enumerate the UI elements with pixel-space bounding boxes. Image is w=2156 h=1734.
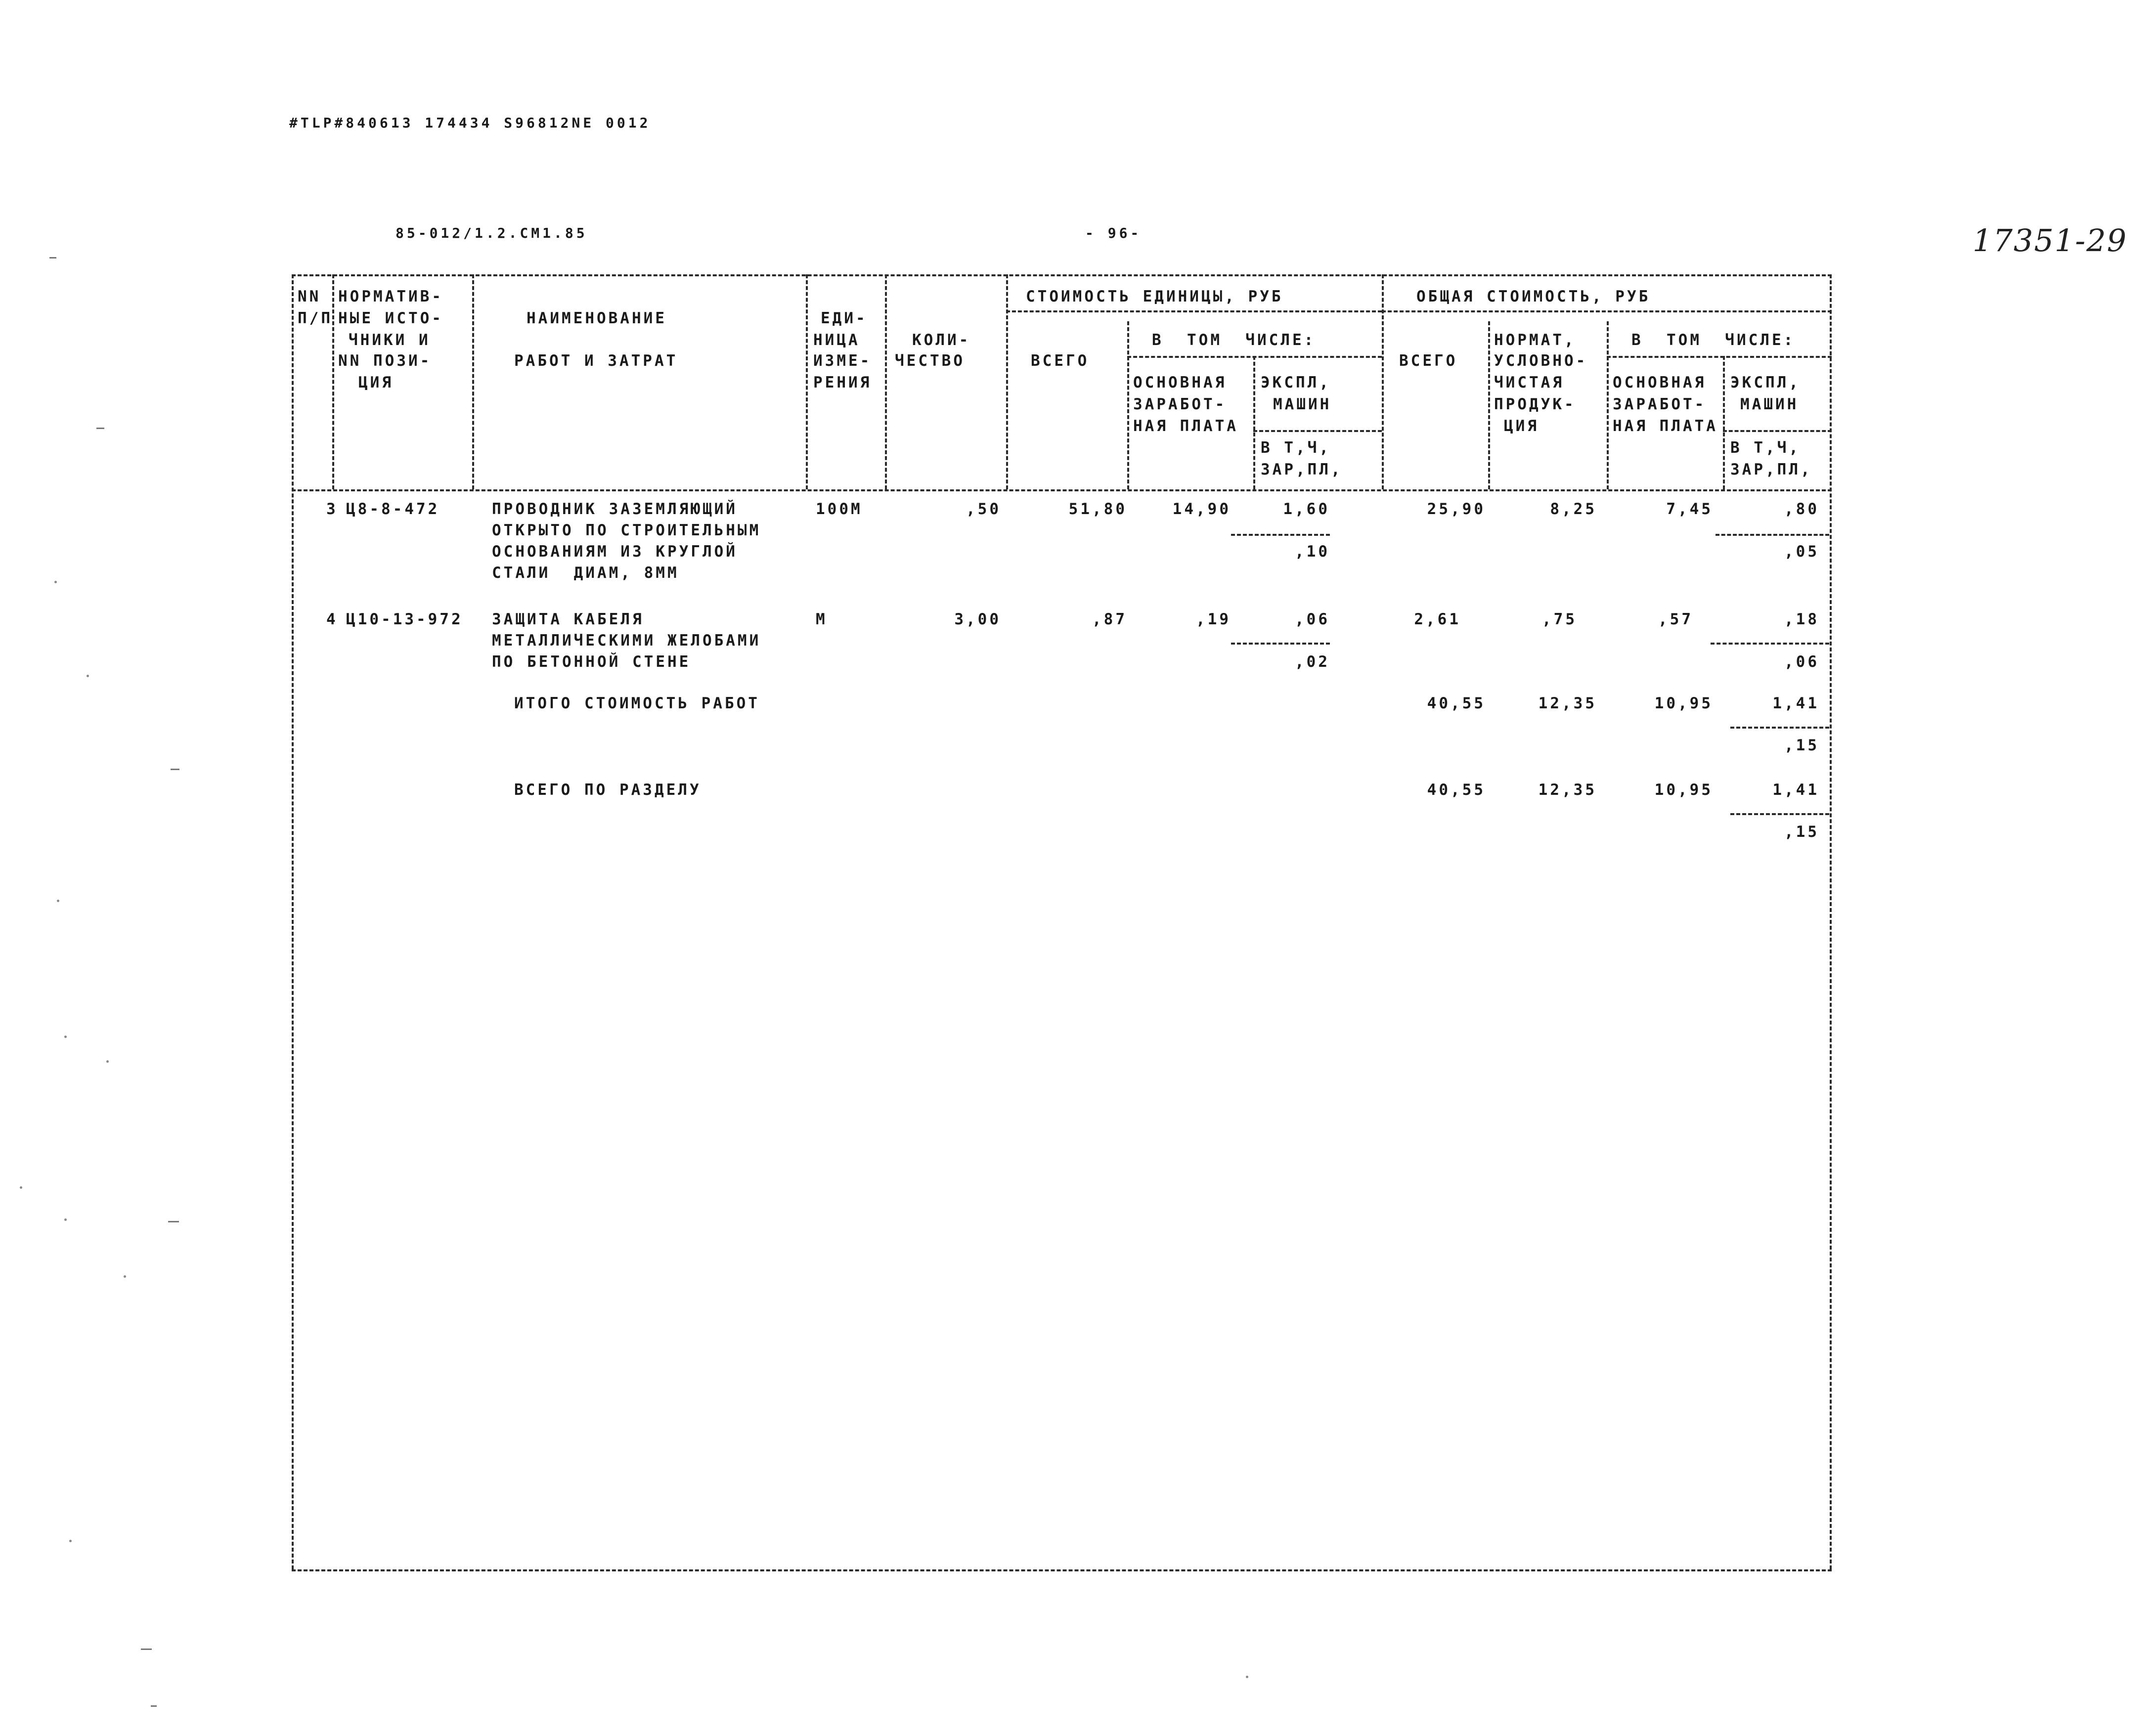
total-label: ИТОГО СТОИМОСТЬ РАБОТ: [514, 694, 760, 712]
hdr-nn-1: NN: [298, 288, 321, 305]
row-unit-wage: 14,90: [1172, 500, 1231, 518]
hdr-norm-5: ЦИЯ: [358, 374, 394, 391]
total-sum: 40,55: [1427, 694, 1486, 712]
table-right-border: [1830, 274, 1832, 1569]
hdr-unit-3: ИЗМЕ-: [813, 352, 872, 370]
hdr-norm-2: НЫЕ ИСТО-: [338, 309, 443, 327]
hdr-unit-mach-1: ЭКСПЛ,: [1261, 374, 1331, 391]
col-sep: [885, 274, 887, 489]
hdr-norm-4: NN ПОЗИ-: [338, 352, 432, 370]
hdr-total-wage-2: ЗАРАБОТ-: [1613, 395, 1707, 413]
hdr-unit-cost-title: СТОИМОСТЬ ЕДИНИЦЫ, РУБ: [1026, 288, 1283, 305]
hdr-unit-1: ЕДИ-: [821, 309, 868, 327]
hdr-normat-3: ЧИСТАЯ: [1494, 374, 1564, 391]
row-unit-mach: 1,60: [1283, 500, 1330, 518]
scan-mark: [96, 428, 104, 429]
row-unit-mach-rule: [1231, 534, 1330, 536]
hdr-total-wage-3: НАЯ ПЛАТА: [1613, 417, 1718, 435]
total-wage: 10,95: [1654, 781, 1713, 799]
row-nn: 3: [326, 500, 338, 518]
hdr-total-mach-3: В Т,Ч,: [1730, 439, 1801, 457]
scan-dot: [64, 1218, 67, 1221]
hdr-name-1: НАИМЕНОВАНИЕ: [527, 309, 667, 327]
total-mach-rule: [1730, 813, 1829, 815]
hdr-unit-wage-2: ЗАРАБОТ-: [1133, 395, 1227, 413]
row-code: Ц8-8-472: [346, 500, 440, 518]
row-unit: 100М: [816, 500, 863, 518]
row-total-mach: ,18: [1784, 610, 1819, 628]
hdr-norm-3: ЧНИКИ И: [349, 331, 431, 349]
hdr-normat-2: УСЛОВНО-: [1494, 352, 1588, 370]
scan-dot: [54, 581, 57, 583]
col-sep: [1488, 321, 1490, 489]
hdr-unit-vsego: ВСЕГО: [1031, 352, 1090, 370]
row-total: 25,90: [1427, 500, 1486, 518]
scan-dot: [69, 1540, 72, 1542]
total-mach-rule: [1723, 430, 1832, 432]
row-name-line: ОТКРЫТО ПО СТРОИТЕЛЬНЫМ: [492, 521, 761, 539]
total-incl-rule: [1607, 356, 1832, 358]
hdr-total-mach-2: МАШИН: [1740, 395, 1799, 413]
total-label: ВСЕГО ПО РАЗДЕЛУ: [514, 781, 702, 799]
scan-dot: [57, 900, 59, 902]
row-name-line: ПО БЕТОННОЙ СТЕНЕ: [492, 653, 691, 671]
total-norm: 12,35: [1538, 694, 1597, 712]
total-sum: 40,55: [1427, 781, 1486, 799]
row-total-mach-rule: [1711, 643, 1829, 645]
row-total: 2,61: [1414, 610, 1461, 628]
row-total-mach-wage: ,06: [1784, 653, 1819, 671]
hdr-total-vsego: ВСЕГО: [1399, 352, 1458, 370]
hdr-total-wage-1: ОСНОВНАЯ: [1613, 374, 1707, 391]
row-unit-total: 51,80: [1068, 500, 1127, 518]
document-code: 85-012/1.2.CM1.85: [396, 225, 588, 241]
hdr-unit-mach-3: В Т,Ч,: [1261, 439, 1331, 457]
row-code: Ц10-13-972: [346, 610, 463, 628]
total-wage: 10,95: [1654, 694, 1713, 712]
hdr-total-cost-title: ОБЩАЯ СТОИМОСТЬ, РУБ: [1416, 288, 1651, 305]
table-left-border: [292, 274, 294, 1569]
header-bottom-rule: [292, 489, 1832, 491]
handwritten-number: 17351-29: [1973, 222, 2128, 259]
row-total-norm: 8,25: [1550, 500, 1597, 518]
col-sep: [332, 274, 334, 489]
hdr-normat-1: НОРМАТ,: [1494, 331, 1576, 349]
total-norm: 12,35: [1538, 781, 1597, 799]
hdr-qty-2: ЧЕСТВО: [895, 352, 965, 370]
row-unit-mach-rule: [1231, 643, 1330, 645]
row-total-norm: ,75: [1542, 610, 1577, 628]
unit-mach-rule: [1253, 430, 1382, 432]
scan-dot: [87, 675, 89, 677]
row-total-wage: ,57: [1658, 610, 1693, 628]
total-mach-rule: [1730, 727, 1829, 729]
row-unit-wage: ,19: [1196, 610, 1231, 628]
scan-dot: [124, 1275, 126, 1278]
hdr-unit-wage-3: НАЯ ПЛАТА: [1133, 417, 1238, 435]
hdr-total-mach-4: ЗАР,ПЛ,: [1730, 461, 1812, 478]
table-top-rule: [292, 274, 1832, 276]
hdr-unit-4: РЕНИЯ: [813, 374, 872, 391]
row-unit-mach-wage: ,10: [1295, 543, 1330, 561]
row-total-mach-wage: ,05: [1784, 543, 1819, 561]
scan-mark: [171, 769, 179, 770]
row-name-line: ОСНОВАНИЯМ ИЗ КРУГЛОЙ: [492, 543, 738, 561]
col-sep: [1127, 321, 1129, 489]
scan-dot: [106, 1060, 109, 1063]
col-sep: [472, 274, 474, 489]
scan-dot: [64, 1036, 67, 1038]
scan-dot: [20, 1186, 22, 1189]
total-mach: 1,41: [1772, 781, 1819, 799]
scan-mark: [151, 1705, 157, 1707]
col-sep: [1253, 356, 1255, 489]
unit-cost-rule: [1006, 310, 1382, 312]
row-name-line: ЗАЩИТА КАБЕЛЯ: [492, 610, 644, 628]
table-bottom-rule: [292, 1569, 1832, 1571]
hdr-total-incl: В ТОМ ЧИСЛЕ:: [1631, 331, 1796, 349]
hdr-total-mach-1: ЭКСПЛ,: [1730, 374, 1801, 391]
col-sep: [1723, 356, 1725, 489]
row-unit-total: ,87: [1092, 610, 1127, 628]
col-sep: [1607, 321, 1609, 489]
hdr-norm-1: НОРМАТИВ-: [338, 288, 443, 305]
hdr-unit-incl: В ТОМ ЧИСЛЕ:: [1152, 331, 1316, 349]
row-unit-mach-wage: ,02: [1295, 653, 1330, 671]
page-number: - 96-: [1085, 225, 1142, 241]
total-mach: 1,41: [1772, 694, 1819, 712]
scan-dot: [1246, 1676, 1248, 1678]
row-nn: 4: [326, 610, 338, 628]
hdr-unit-mach-4: ЗАР,ПЛ,: [1261, 461, 1343, 478]
scan-mark: [141, 1648, 152, 1650]
row-unit-mach: ,06: [1295, 610, 1330, 628]
row-total-mach-rule: [1716, 534, 1829, 536]
row-total-wage: 7,45: [1666, 500, 1713, 518]
total-mach-wage: ,15: [1784, 823, 1819, 841]
hdr-normat-5: ЦИЯ: [1504, 417, 1539, 435]
hdr-unit-wage-1: ОСНОВНАЯ: [1133, 374, 1227, 391]
hdr-name-2: РАБОТ И ЗАТРАТ: [514, 352, 678, 370]
total-mach-wage: ,15: [1784, 737, 1819, 754]
col-sep: [1382, 274, 1384, 489]
row-name-line: МЕТАЛЛИЧЕСКИМИ ЖЕЛОБАМИ: [492, 632, 761, 650]
row-name-line: ПРОВОДНИК ЗАЗЕМЛЯЮЩИЙ: [492, 500, 738, 518]
row-qty: 3,00: [954, 610, 1001, 628]
print-id: #TLP#840613 174434 S96812NE 0012: [289, 115, 651, 131]
col-sep: [806, 274, 808, 489]
hdr-unit-mach-2: МАШИН: [1273, 395, 1332, 413]
hdr-nn-2: П/П: [298, 309, 333, 327]
scan-mark: [49, 257, 56, 259]
col-sep: [1006, 274, 1008, 489]
row-unit: М: [816, 610, 828, 628]
hdr-qty-1: КОЛИ-: [912, 331, 971, 349]
scan-mark: [168, 1221, 179, 1222]
row-qty: ,50: [966, 500, 1001, 518]
row-total-mach: ,80: [1784, 500, 1819, 518]
hdr-unit-2: НИЦА: [813, 331, 860, 349]
hdr-normat-4: ПРОДУК-: [1494, 395, 1576, 413]
total-cost-rule: [1382, 310, 1832, 312]
row-name-line: СТАЛИ ДИАМ, 8ММ: [492, 564, 679, 582]
